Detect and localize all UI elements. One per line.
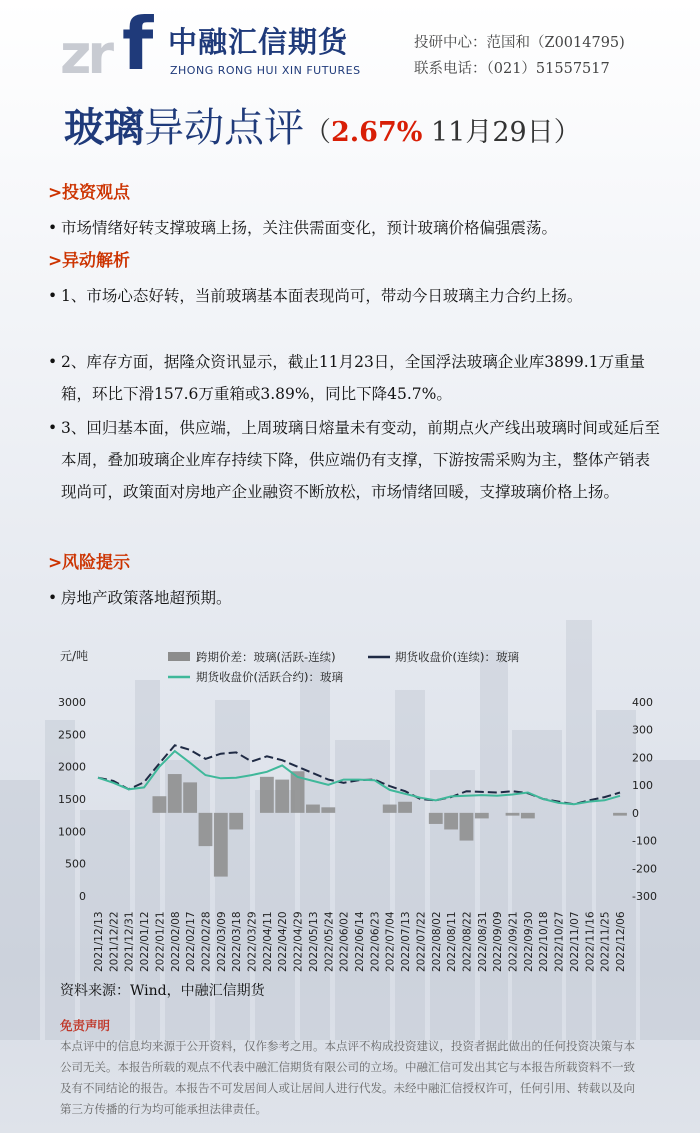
- y2-tick-label: 0: [632, 806, 639, 820]
- spread-bar: [398, 802, 412, 813]
- x-tick-label: 2022/08/22: [461, 911, 474, 972]
- spread-bar: [613, 813, 627, 816]
- y-tick-label: 500: [65, 857, 86, 871]
- y2-tick-label: 100: [632, 779, 653, 793]
- list-item: • 房地产政策落地超预期。: [48, 589, 232, 607]
- x-tick-label: 2022/01/21: [154, 911, 167, 972]
- x-tick-label: 2022/07/13: [400, 911, 413, 972]
- x-tick-label: 2022/11/16: [584, 911, 597, 972]
- spread-bar: [183, 782, 197, 812]
- spread-bar: [460, 813, 474, 841]
- x-tick-label: 2022/04/11: [261, 911, 274, 972]
- list-item: • 1、市场心态好转，当前玻璃基本面表现尚可，带动今日玻璃主力合约上扬。: [48, 287, 583, 305]
- y2-tick-label: -200: [632, 862, 657, 876]
- phone-line: 联系电话：（021）51557517: [414, 61, 610, 77]
- y-tick-label: 2000: [58, 760, 86, 774]
- chevron-right-icon: >: [48, 251, 63, 271]
- title-rest: 异动点评: [144, 105, 304, 151]
- analyst-line: 投研中心：范国和（Z0014795): [414, 35, 625, 51]
- x-tick-label: 2022/01/12: [139, 911, 152, 972]
- x-tick-label: 2022/12/06: [615, 911, 627, 972]
- spread-bar: [429, 813, 443, 824]
- logo-mark-zr: zr: [60, 23, 111, 86]
- chevron-right-icon: >: [48, 183, 63, 203]
- list-item: • 3、回归基本面，供应端，上周玻璃日熔量未有变动，前期点火产线出玻璃时间或延后至本周，叠加玻璃企业库存持续下降，供应端仍有支撑，下游按需采购为主，整体产销表现尚可，政策面对房地产企业融资不断放松，市场情绪回暖，支撑玻璃价格上扬。: [48, 419, 660, 501]
- x-tick-label: 2022/10/27: [553, 911, 566, 972]
- x-tick-label: 2021/12/22: [108, 911, 121, 972]
- title-product: 玻璃: [64, 104, 144, 151]
- legend-swatch-spread: [168, 652, 190, 661]
- section-heading-risk: >风险提示: [48, 553, 130, 573]
- spread-bar: [475, 813, 489, 819]
- x-tick-label: 2022/05/24: [323, 911, 336, 972]
- y-tick-label: 2500: [58, 728, 86, 742]
- x-tick-label: 2022/03/09: [215, 911, 228, 972]
- x-tick-label: 2022/09/30: [522, 911, 535, 972]
- chevron-right-icon: >: [48, 553, 63, 573]
- x-tick-label: 2022/04/29: [292, 911, 305, 972]
- section-heading-view: >投资观点: [48, 183, 130, 203]
- x-tick-label: 2022/08/11: [446, 911, 459, 972]
- x-tick-label: 2022/04/20: [277, 911, 290, 972]
- company-logo-text: 中融汇信期货: [168, 25, 349, 59]
- y-tick-label: 3000: [58, 696, 86, 709]
- x-tick-label: 2022/11/25: [599, 911, 612, 972]
- spread-bar: [260, 777, 274, 813]
- x-tick-label: 2022/09/21: [507, 911, 520, 972]
- x-tick-label: 2022/08/31: [476, 911, 489, 972]
- x-tick-label: 2022/06/23: [369, 911, 382, 972]
- x-tick-label: 2022/06/14: [354, 911, 366, 972]
- x-tick-label: 2022/11/07: [568, 911, 581, 972]
- spread-bar: [199, 813, 213, 846]
- x-tick-label: 2022/05/13: [307, 911, 320, 972]
- legend-label-active: 期货收盘价(活跃合约)：玻璃: [196, 670, 343, 684]
- y-tick-label: 1500: [58, 793, 86, 806]
- x-tick-label: 2022/10/18: [538, 911, 551, 972]
- legend-label-spread: 跨期价差：玻璃(活跃-连续): [196, 650, 336, 664]
- x-tick-label: 2022/03/18: [231, 911, 244, 972]
- spread-bar: [444, 813, 458, 830]
- x-tick-label: 2022/07/04: [384, 911, 397, 972]
- y2-tick-label: 400: [632, 696, 653, 709]
- spread-bar: [275, 780, 289, 813]
- spread-bar: [168, 774, 182, 813]
- page-title: [64, 104, 581, 151]
- x-tick-label: 2022/02/28: [200, 911, 213, 972]
- y2-tick-label: 300: [632, 723, 653, 737]
- y-axis-label: 元/吨: [60, 649, 89, 663]
- spread-bar: [321, 807, 335, 813]
- spread-bar: [383, 805, 397, 813]
- x-tick-label: 2022/02/17: [185, 911, 198, 972]
- y2-tick-label: -100: [632, 834, 657, 848]
- spread-bar: [214, 813, 228, 877]
- logo-mark-f: f: [122, 2, 154, 86]
- y2-tick-label: -300: [632, 890, 657, 903]
- y-tick-label: 1000: [58, 825, 86, 839]
- title-paren: （: [304, 117, 331, 148]
- spread-bar: [153, 796, 167, 813]
- legend-label-continuous: 期货收盘价(连续)：玻璃: [395, 650, 519, 664]
- x-tick-label: 2021/12/31: [123, 911, 136, 972]
- x-tick-label: 2021/12/13: [93, 911, 105, 972]
- disclaimer-text: 本点评中的信息均来源于公开资料，仅作参考之用。本点评不构成投资建议，投资者据此做出的任何投资决策与本公司无关。本报告所载的观点不代表中融汇信期货有限公司的立场。中融汇信可发出其它与本报告所载资料不一致及有不同结论的报告。本报告不可发居间人或让居间人进行代发。未经中融汇信授权许可，任何引用、转载以及向第三方传播的行为均可能承担法律责任。: [60, 1039, 635, 1116]
- list-item: • 2、库存方面，据隆众资讯显示，截止11月23日，全国浮法玻璃企业库3899.1万重量箱，环比下滑157.6万重箱或3.89%，同比下降45.7%。: [48, 353, 646, 403]
- title-change-pct: 2.67%: [331, 117, 423, 148]
- x-tick-label: 2022/06/02: [338, 911, 351, 972]
- spread-bar: [521, 813, 535, 819]
- y2-tick-label: 200: [632, 751, 653, 765]
- data-source: 资料来源：Wind，中融汇信期货: [60, 983, 265, 999]
- x-tick-label: 2022/02/08: [169, 911, 182, 972]
- spread-bar: [506, 813, 520, 816]
- x-tick-label: 2022/03/29: [246, 911, 259, 972]
- section-heading-analysis: >异动解析: [48, 251, 130, 271]
- x-tick-label: 2022/08/02: [430, 911, 443, 972]
- x-tick-label: 2022/07/22: [415, 911, 428, 972]
- y-tick-label: 0: [79, 890, 86, 903]
- disclaimer-title: 免责声明: [60, 1018, 111, 1033]
- spread-bar: [229, 813, 243, 830]
- title-date: 11月29日）: [422, 117, 581, 148]
- list-item: • 市场情绪好转支撑玻璃上扬，关注供需面变化，预计玻璃价格偏强震荡。: [48, 219, 558, 237]
- spread-bar: [306, 805, 320, 813]
- company-logo-english: ZHONG RONG HUI XIN FUTURES: [170, 64, 361, 77]
- x-tick-label: 2022/09/09: [492, 911, 505, 972]
- contact-info: [414, 30, 625, 82]
- glass-price-chart: [50, 640, 657, 975]
